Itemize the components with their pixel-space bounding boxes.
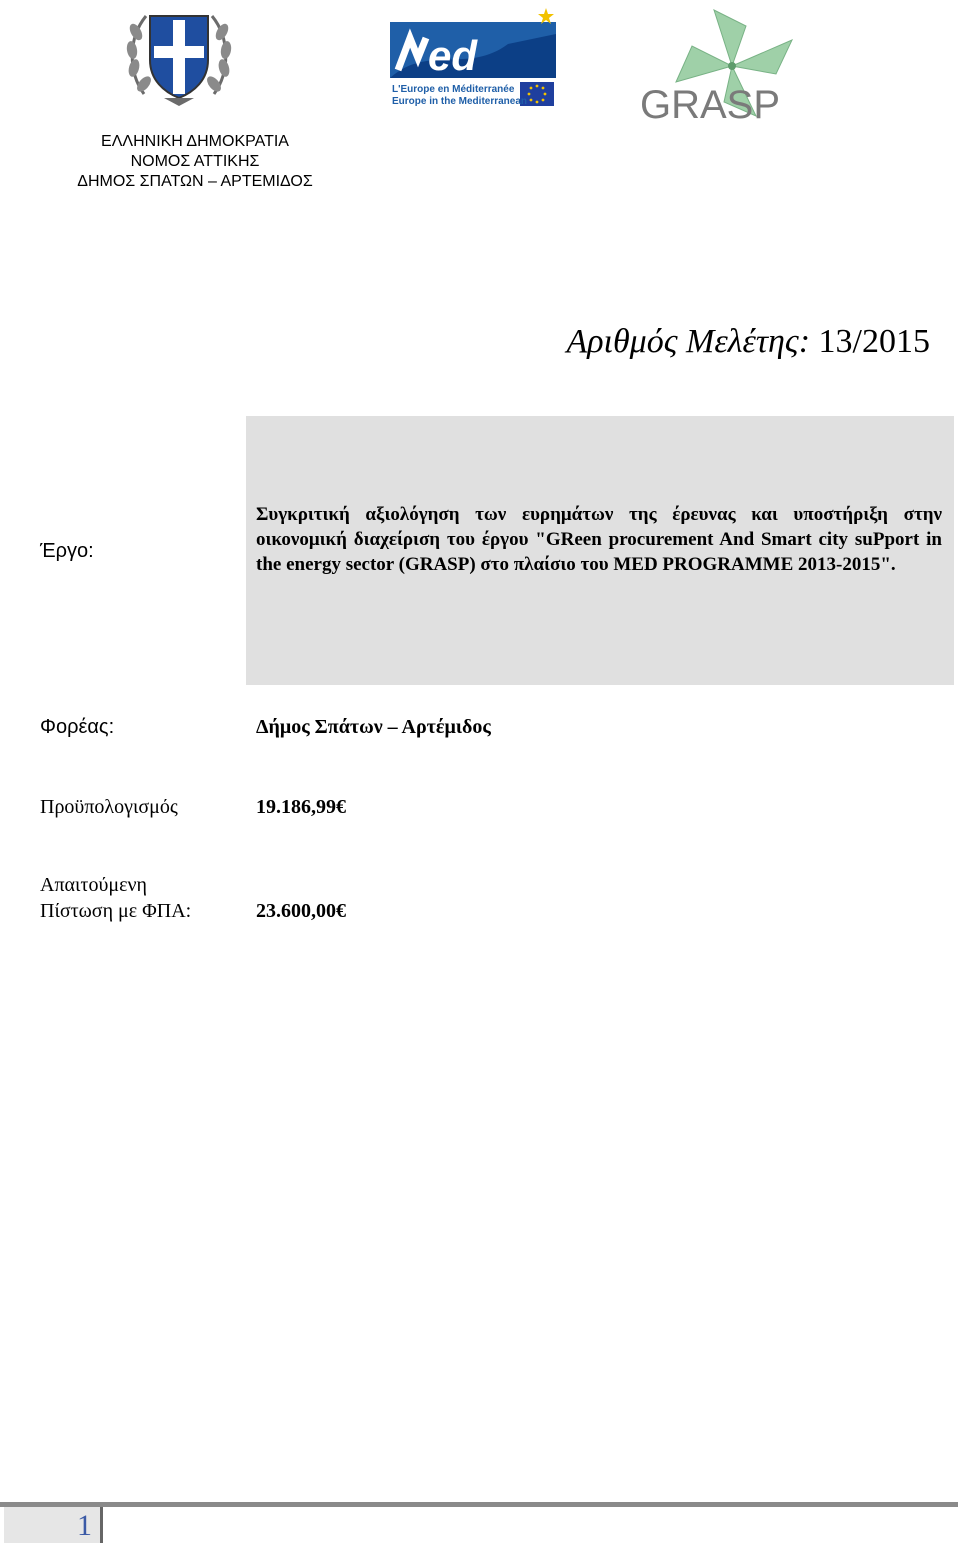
header-municipality: ΔΗΜΟΣ ΣΠΑΤΩΝ – ΑΡΤΕΜΙΔΟΣ [77,173,313,190]
credit-label-line2: Πίστωση με ΦΠΑ: [40,900,192,922]
entity-value: Δήμος Σπάτων – Αρτέμιδος [256,716,491,738]
header-prefecture: ΝΟΜΟΣ ΑΤΤΙΚΗΣ [130,153,260,170]
study-number-line [566,322,930,362]
greek-coat-of-arms-logo [124,2,234,108]
budget-label: Προϋπολογισμός [40,796,178,818]
grasp-logo-text: GRASP [640,83,781,127]
project-label: Έργο: [40,540,94,562]
entity-label: Φορέας: [40,716,115,738]
study-number-value: 13/2015 [818,323,930,360]
budget-value: 19.186,99€ [256,796,346,818]
header-republic: ΕΛΛΗΝΙΚΗ ΔΗΜΟΚΡΑΤΙΑ [101,133,289,150]
project-description: Συγκριτική αξιολόγηση των ευρημάτων της έρευνας και υποστήριξη στην οικονομική διαχείριση του έργου "GReen procurement And Smart city suPport in the energy sector (GRASP) στο πλαίσιο του MED PROGRAMME 2013-2015". [256,504,942,575]
grasp-project-logo [636,4,820,132]
svg-text:ed: ed [428,32,478,79]
page-number: 1 [77,1509,92,1542]
med-logo-line2: Europe in the Mediterranean [392,96,528,107]
credit-label-line1: Απαιτούμενη [40,874,147,896]
med-logo-line1: L'Europe en Méditerranée [392,84,515,95]
footer-rule [0,1502,958,1507]
med-programme-logo [388,4,558,112]
study-number-label: Αριθμός Μελέτης: [566,323,811,360]
credit-value: 23.600,00€ [256,900,346,922]
